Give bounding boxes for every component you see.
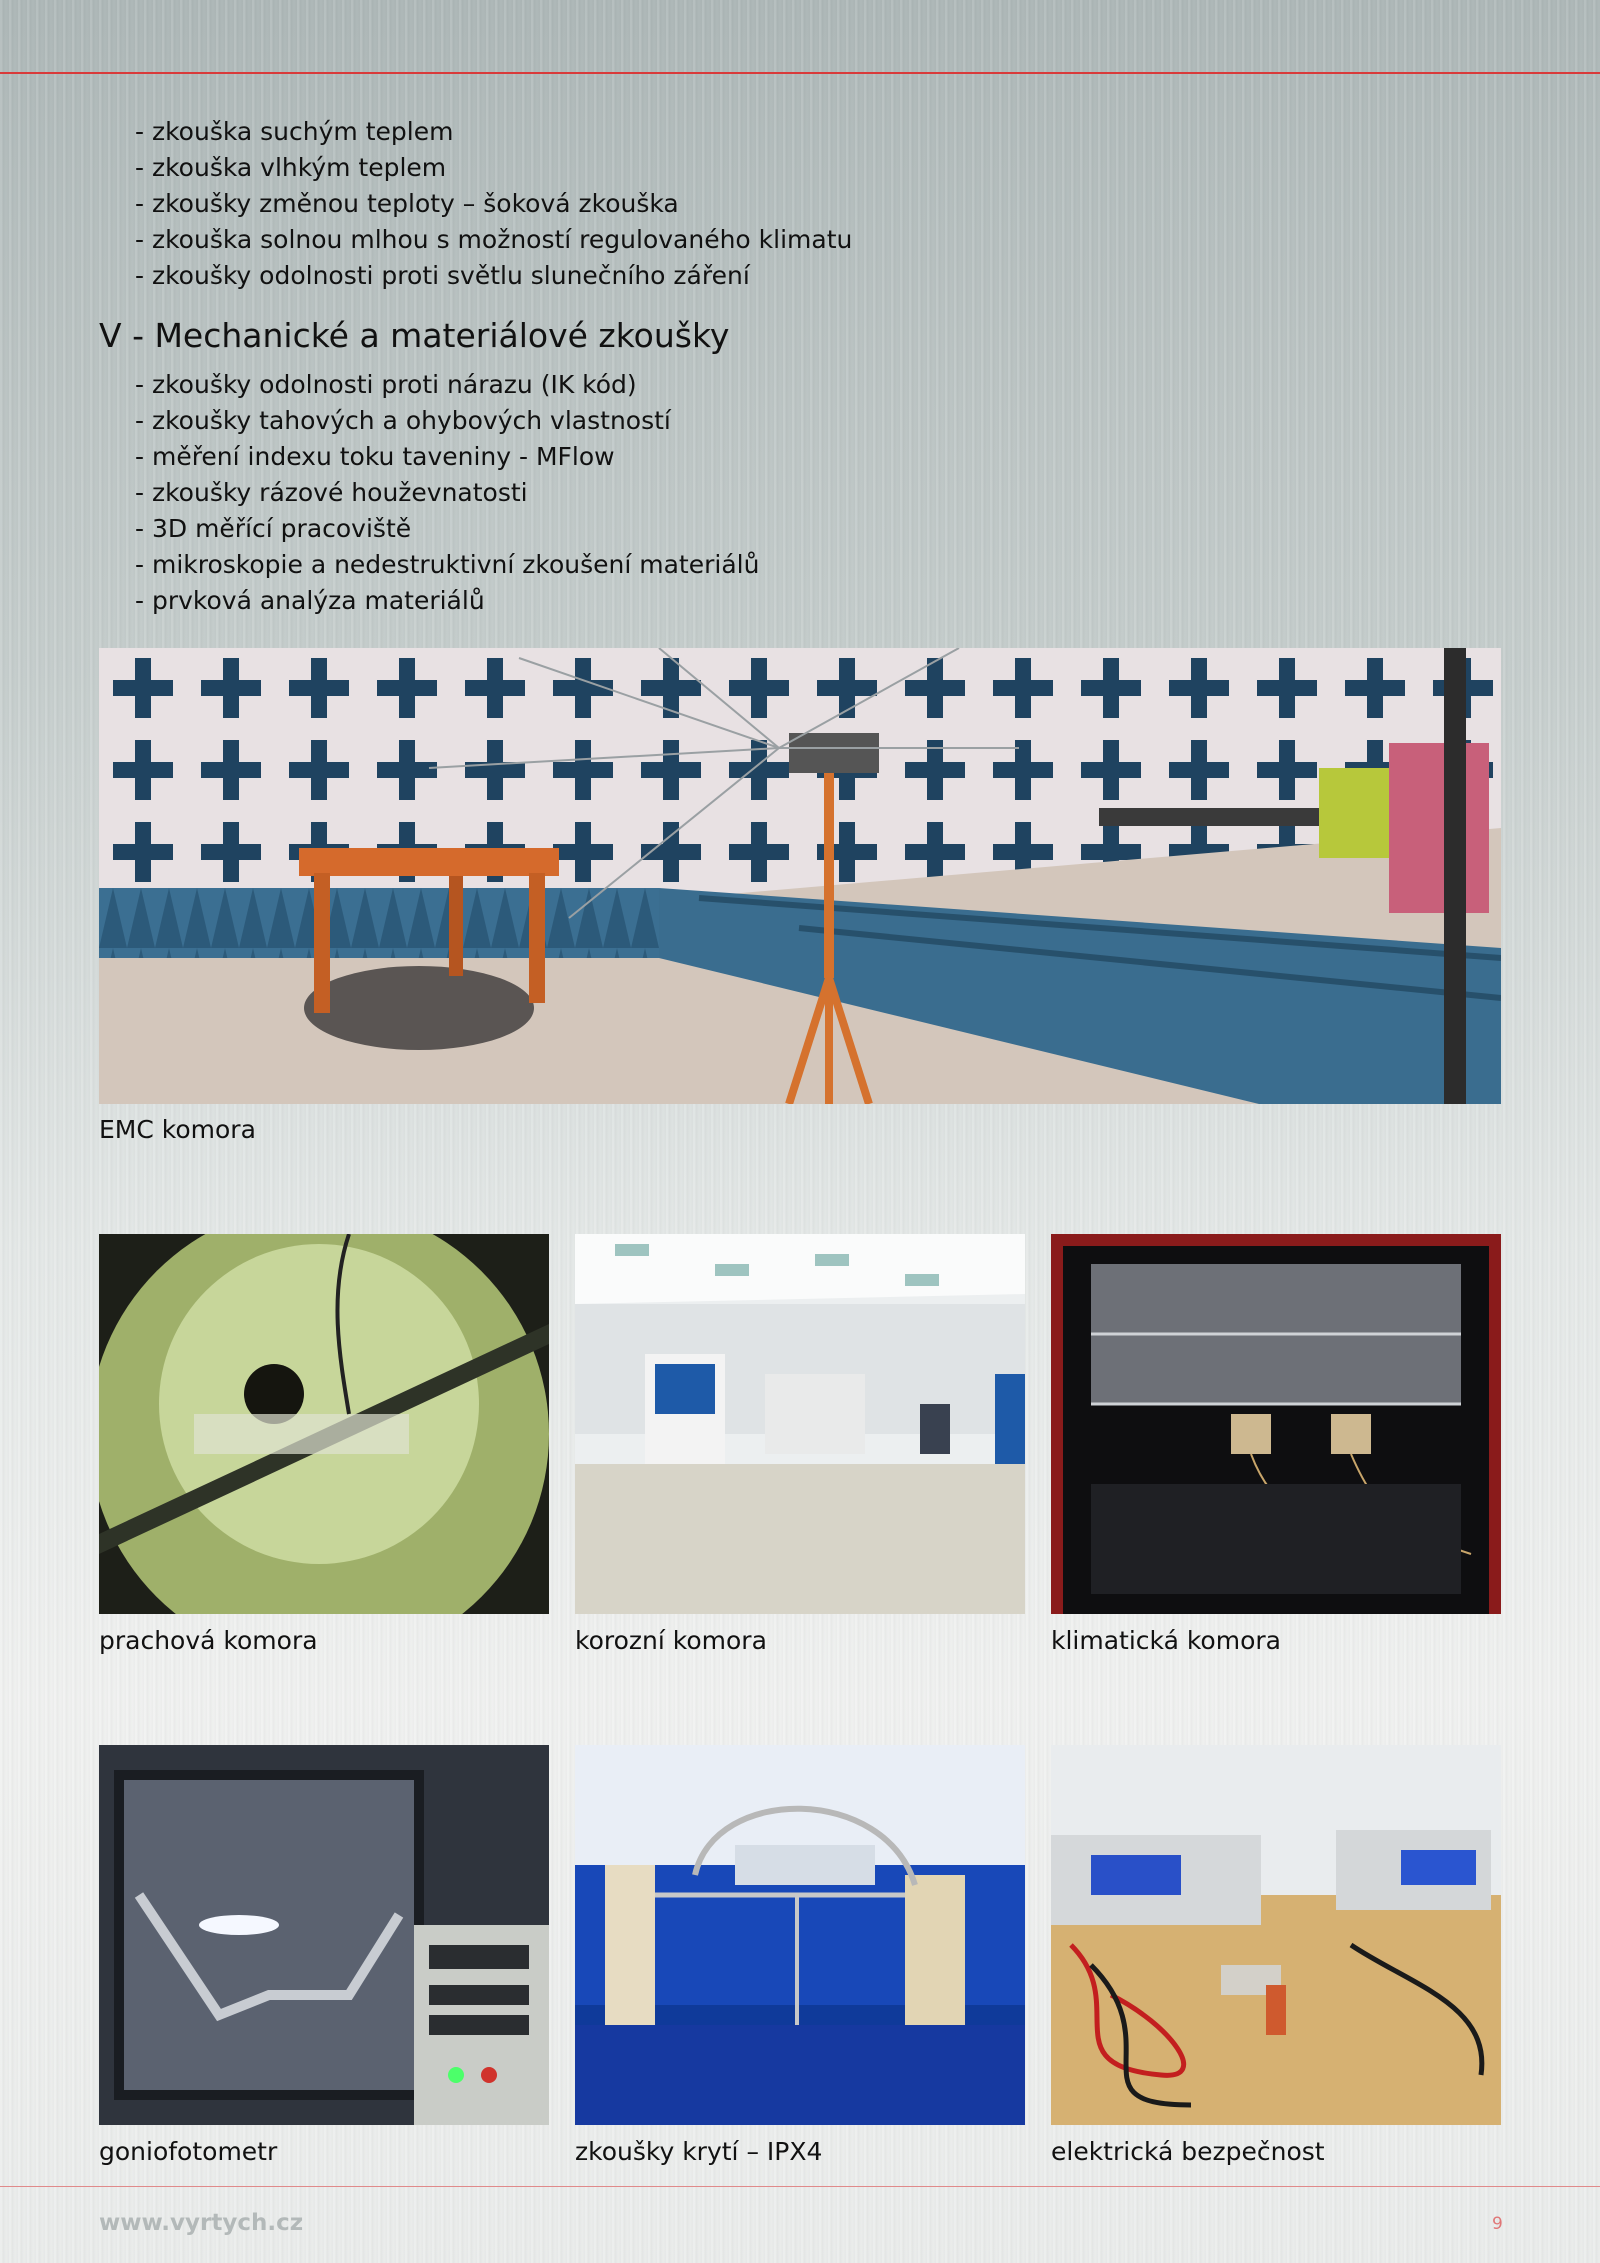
list-item: - zkouška vlhkým teplem [135,153,447,182]
climate-chamber-caption: klimatická komora [1051,1626,1281,1655]
list-item: - zkoušky odolnosti proti světlu slunečního záření [135,261,750,290]
footer-rule [0,2186,1600,2187]
mechanical-tests-list [135,367,759,619]
header-rule [0,72,1600,74]
climatic-tests-list [135,114,852,294]
list-item: - prvková analýza materiálů [135,586,485,615]
electrical-safety-caption: elektrická bezpečnost [1051,2137,1325,2166]
list-item: - zkouška suchým teplem [135,117,454,146]
ipx4-caption: zkoušky krytí – IPX4 [575,2137,823,2166]
list-item: - zkouška solnou mlhou s možností regulovaného klimatu [135,225,853,254]
goniophotometer-photo [99,1745,549,2125]
list-item: - zkoušky rázové houževnatosti [135,478,528,507]
footer-website-link[interactable]: www.vyrtych.cz [99,2210,304,2236]
dust-chamber-caption: prachová komora [99,1626,318,1655]
list-item: - mikroskopie a nedestruktivní zkoušení materiálů [135,550,760,579]
list-item: - zkoušky odolnosti proti nárazu (IK kód) [135,370,637,399]
list-item: - zkoušky změnou teploty – šoková zkouška [135,189,679,218]
list-item: - 3D měřící pracoviště [135,514,412,543]
corrosion-chamber-photo [575,1234,1025,1614]
dust-chamber-photo [99,1234,549,1614]
corrosion-chamber-caption: korozní komora [575,1626,767,1655]
list-item: - zkoušky tahových a ohybových vlastností [135,406,671,435]
goniophotometer-caption: goniofotometr [99,2137,278,2166]
section-heading: V - Mechanické a materiálové zkoušky [99,316,730,355]
emc-chamber-caption: EMC komora [99,1115,256,1144]
electrical-safety-photo [1051,1745,1501,2125]
list-item: - měření indexu toku taveniny - MFlow [135,442,615,471]
climate-chamber-photo [1051,1234,1501,1614]
ipx4-photo [575,1745,1025,2125]
page-number: 9 [1492,2214,1503,2234]
emc-chamber-photo [99,648,1501,1104]
